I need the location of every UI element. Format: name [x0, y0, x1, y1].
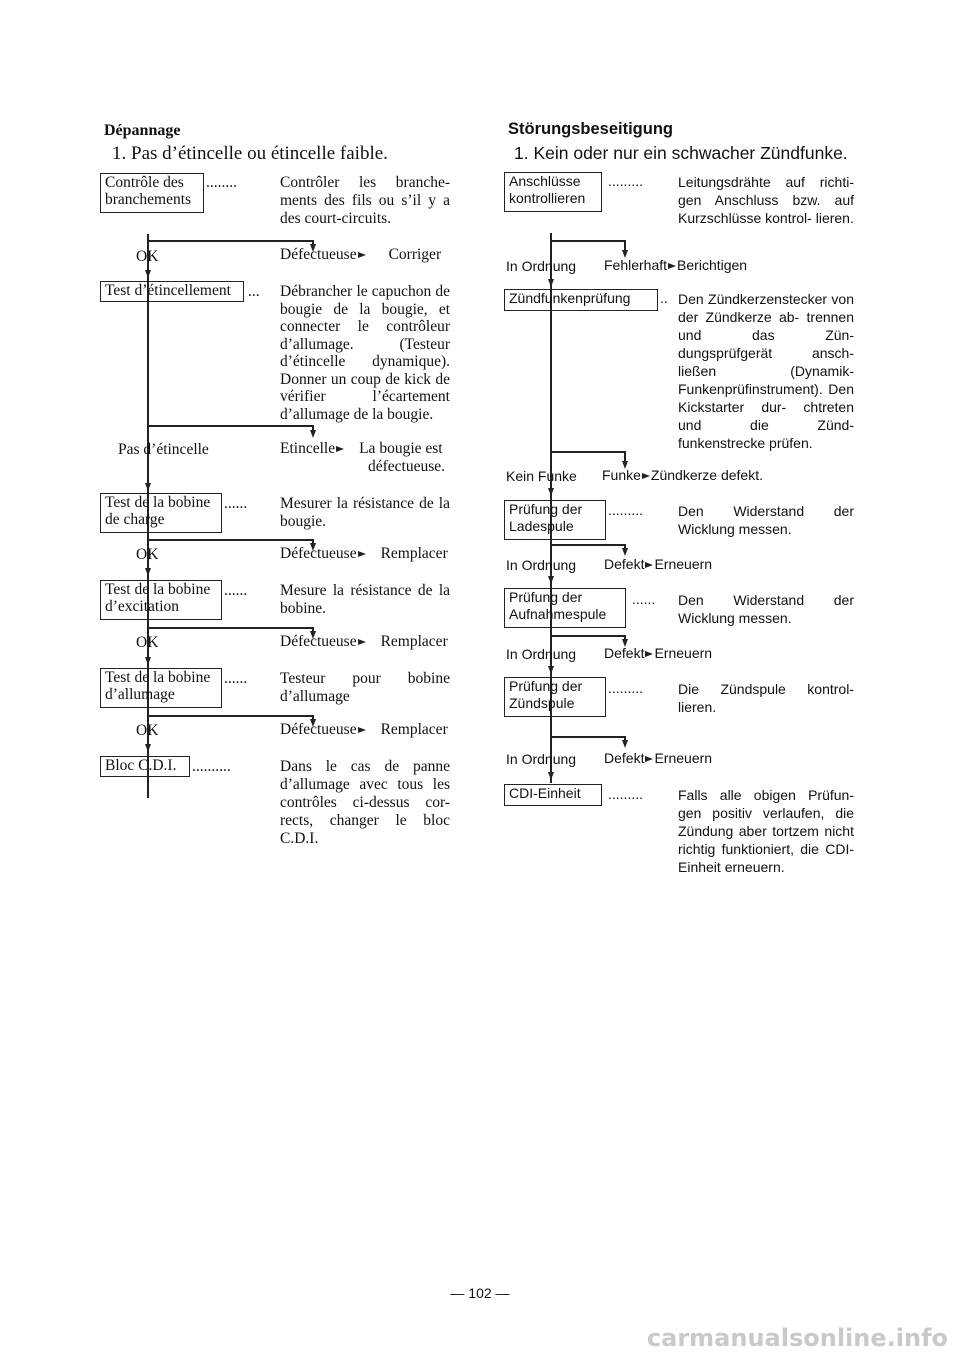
branch-action: Erneuern [654, 556, 713, 572]
step-box-cdi-unit [100, 756, 190, 777]
box-line: Test de la bobine [105, 494, 211, 511]
branch-action: Zündkerze defekt. [650, 467, 763, 483]
arrow-down-icon [145, 270, 151, 278]
arrow-right-icon [645, 651, 653, 657]
arrow-down-icon [145, 568, 151, 576]
leader-dots: ...... [224, 670, 248, 687]
box-line: Anschlüsse [509, 173, 581, 189]
branch-action: Corriger [388, 246, 442, 263]
branch-action: Remplacer [380, 633, 448, 650]
branch-result [280, 440, 443, 458]
step-description: Mesurer la résistance de la bougie. [280, 495, 450, 530]
box-line: Prüfung der [509, 678, 583, 694]
branch-ok-label: In Ordnung [506, 557, 577, 573]
branch-fail-label: Defekt [604, 556, 645, 572]
step-description: Débrancher le capuchon de bougie de la bougie, et connecter le contrôleur d’allumage. (Testeur d’étincelle dynamique). Donner un coup de kick de vérifier l’écartement d’allumage de la bougie. [280, 283, 450, 423]
branch-result [604, 257, 747, 273]
branch-line [148, 627, 313, 629]
arrow-right-icon [358, 727, 380, 733]
step-box-connections [100, 173, 204, 213]
leader-dots: ......... [608, 786, 644, 802]
branch-result [280, 721, 448, 739]
branch-fail-label: Funke [602, 467, 641, 483]
box-line: de charge [105, 511, 165, 528]
step-description: Dans le cas de panne d’allumage avec tous les contrôles ci-dessus cor- rects, changer le bloc C.D.I. [280, 758, 450, 847]
step-description: Den Widerstand der Wicklung messen. [678, 503, 854, 537]
box-line: Zündfunkenprüfung [509, 290, 631, 306]
branch-action: Remplacer [380, 545, 448, 562]
branch-action: Erneuern [654, 750, 713, 766]
box-line: Test d’étincellement [105, 282, 231, 299]
step-description: Mesure la résistance de la bobine. [280, 582, 450, 617]
step-box-ignition-coil [100, 668, 222, 708]
branch-stub [312, 425, 314, 431]
box-line: Contrôle des [105, 174, 184, 191]
box-line: branchements [105, 191, 192, 208]
branch-ok-label: In Ordnung [506, 751, 577, 767]
watermark-logo: carmanualsonline.info [646, 1324, 948, 1352]
box-line: d’allumage [105, 686, 175, 703]
box-line: Zündspule [509, 695, 575, 711]
branch-line [148, 240, 313, 242]
branch-action: La bougie est [359, 440, 443, 457]
step-description: Testeur pour bobine d’allumage [280, 670, 450, 705]
leader-dots: ......... [608, 680, 644, 696]
branch-ok-label: In Ordnung [506, 258, 577, 274]
branch-action: Erneuern [654, 645, 713, 661]
step-description: Falls alle obigen Prüfun- gen positiv verlaufen, die Zündung aber tortzem nicht richtig funktioniert, die CDI-Einheit erneuern. [678, 787, 854, 875]
box-line: d’excitation [105, 598, 180, 615]
branch-fail-label: Etincelle [280, 440, 336, 457]
branch-fail-label: Défectueuse [280, 633, 357, 650]
branch-ok-label: Pas d’étincelle [118, 441, 209, 458]
arrow-right-icon [645, 562, 653, 568]
arrow-down-icon [145, 657, 151, 665]
arrow-down-icon [548, 576, 554, 584]
box-line: CDI-Einheit [509, 785, 581, 801]
box-line: Prüfung der [509, 589, 583, 605]
branch-ok-label: OK [136, 546, 159, 563]
box-line: Aufnahmespule [509, 606, 607, 622]
branch-fail-label: Defekt [604, 645, 645, 661]
branch-line [551, 451, 625, 453]
box-line: Bloc C.D.I. [105, 757, 177, 774]
leader-dots: ...... [224, 582, 248, 599]
step-box-excitation-coil [100, 580, 222, 620]
arrow-right-icon [358, 639, 380, 645]
branch-ok-label: Kein Funke [506, 468, 577, 484]
arrow-right-icon [358, 551, 380, 557]
step-box-spark-test [504, 289, 658, 311]
branch-result [602, 467, 763, 483]
leader-dots: ...... [224, 495, 248, 512]
arrow-down-icon [145, 483, 151, 491]
leader-dots: ...... [632, 591, 656, 607]
arrow-right-icon [668, 263, 676, 269]
step-description: Den Zündkerzenstecker von der Zündkerze ab- trennen und das Zün- dungsprüfgerät ansch- ließen (Dynamik- Funkenprüfinstrument). Den Kickstarter dur- chtreten und die Zünd- funkenstrecke prüfen. [678, 291, 854, 451]
branch-line [148, 425, 313, 427]
arrow-down-icon [548, 488, 554, 496]
french-title: Dépannage [104, 122, 181, 139]
branch-line [551, 635, 625, 637]
step-box-pickup-coil [504, 588, 626, 628]
branch-result [280, 246, 441, 264]
branch-ok-label: OK [136, 722, 159, 739]
arrow-down-icon [622, 740, 628, 748]
step-description: Contrôler les branche- ments des fils ou s’il y a des court-circuits. [280, 174, 450, 227]
leader-dots: ......... [608, 173, 644, 189]
arrow-down-icon [548, 279, 554, 287]
leader-dots: .......... [192, 758, 231, 775]
branch-fail-label: Défectueuse [280, 246, 357, 263]
arrow-right-icon [645, 756, 653, 762]
german-subtitle: 1. Kein oder nur ein schwacher Zündfunke. [514, 143, 848, 163]
branch-action: Berichtigen [677, 257, 748, 273]
arrow-down-icon [310, 430, 316, 438]
arrow-right-icon [358, 252, 388, 258]
german-title: Störungsbeseitigung [508, 120, 673, 138]
arrow-down-icon [622, 548, 628, 556]
branch-fail-label: Fehlerhaft [604, 257, 668, 273]
leader-dots: ... [248, 283, 260, 300]
branch-ok-label: In Ordnung [506, 646, 577, 662]
branch-action: Remplacer [380, 721, 448, 738]
step-description: Leitungsdrähte auf richti- gen Anschluss bzw. auf Kurzschlüsse kontrol- lieren. [678, 174, 854, 226]
step-box-spark-test [100, 281, 244, 302]
branch-fail-label: Défectueuse [280, 545, 357, 562]
branch-fail-label: Defekt [604, 750, 645, 766]
arrow-right-icon [336, 446, 358, 452]
step-box-charge-coil [100, 493, 222, 533]
branch-fail-label: Défectueuse [280, 721, 357, 738]
page-number: — 102 — [450, 1285, 510, 1301]
step-description: Die Zündspule kontrol- lieren. [678, 681, 854, 715]
box-line: Test de la bobine [105, 669, 211, 686]
branch-ok-label: OK [136, 248, 159, 265]
step-box-ignition-coil [504, 677, 606, 717]
french-subtitle: 1. Pas d’étincelle ou étincelle faible. [112, 143, 388, 164]
step-box-cdi-unit [504, 784, 602, 806]
box-line: Ladespule [509, 518, 574, 534]
branch-line [551, 544, 625, 546]
branch-line [551, 736, 625, 738]
branch-result [604, 750, 712, 766]
box-line: kontrollieren [509, 190, 586, 206]
branch-result [280, 633, 448, 651]
step-box-connections [504, 172, 602, 212]
arrow-right-icon [642, 473, 650, 479]
arrow-down-icon [548, 772, 554, 780]
branch-line [551, 240, 625, 242]
leader-dots: ......... [608, 502, 644, 518]
branch-result [604, 556, 712, 572]
box-line: Prüfung der [509, 501, 583, 517]
step-box-charge-coil [504, 500, 606, 540]
leader-dots: ........ [206, 174, 237, 191]
branch-ok-label: OK [136, 634, 159, 651]
branch-result [280, 545, 448, 563]
box-line: Test de la bobine [105, 581, 211, 598]
arrow-down-icon [145, 744, 151, 752]
branch-line [148, 715, 313, 717]
arrow-down-icon [548, 666, 554, 674]
branch-line [148, 539, 313, 541]
step-description: Den Widerstand der Wicklung messen. [678, 592, 854, 626]
leader-dots: .. [660, 290, 668, 306]
branch-result [604, 645, 712, 661]
branch-action-cont: défectueuse. [368, 458, 446, 475]
